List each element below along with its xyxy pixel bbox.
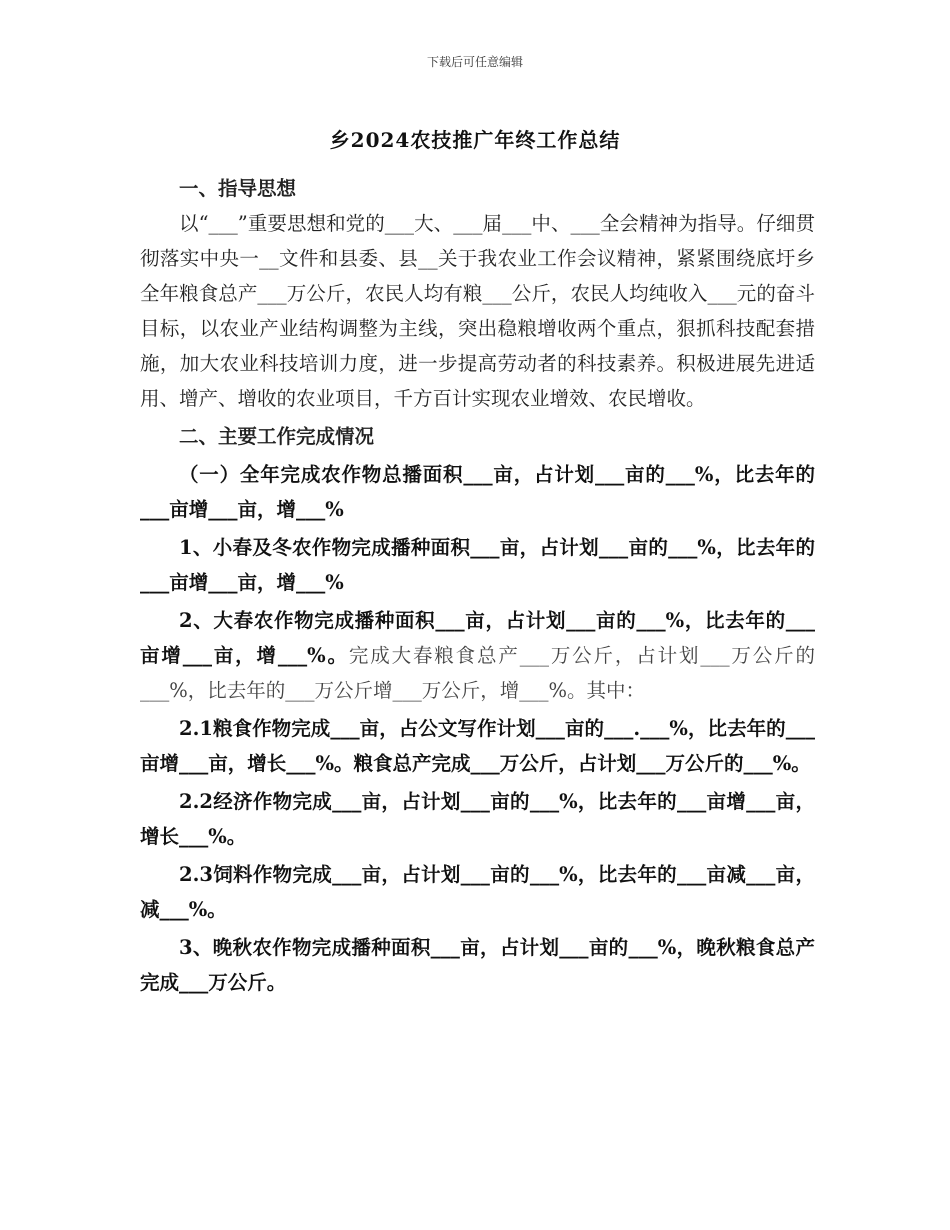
- section-2-heading: 二、主要工作完成情况: [179, 425, 375, 448]
- header-note: 下载后可任意编辑: [426, 55, 523, 69]
- item-2-1: 2.1粮食作物完成___亩，占公文写作计划___亩的___.___%，比去年的___亩增___亩，增长___%。粮食总产完成___万公斤，占计划___万公斤的___%。: [140, 717, 815, 775]
- item-1: 1、小春及冬农作物完成播种面积___亩，占计划___亩的___%，比去年的___亩增___亩，增___%: [140, 536, 815, 594]
- item-2-2: 2.2经济作物完成___亩，占计划___亩的___%，比去年的___亩增___亩，增长___%。: [140, 790, 815, 848]
- section-1-heading: 一、指导思想: [179, 177, 297, 200]
- section-1-paragraph: 以“___”重要思想和党的___大、___届___中、___全会精神为指导。仔细贯彻落实中央一__文件和县委、县__关于我农业工作会议精神，紧紧围绕底圩乡全年粮食总产___万公斤，农民人均有粮___公斤，农民人均纯收入___元的奋斗目标，以农业产业结构调整为主线，突出稳粮增收两个重点，狠抓科技配套措施，加大农业科技培训力度，进一步提高劳动者的科技素养。积极进展先进适用、增产、增收的农业项目，千方百计实现农业增效、农民增收。: [140, 212, 815, 410]
- item-3: 3、晚秋农作物完成播种面积___亩，占计划___亩的___%，晚秋粮食总产完成___万公斤。: [140, 936, 815, 994]
- item-overall: （一）全年完成农作物总播面积___亩，占计划___亩的___%，比去年的___亩增___亩，增___%: [140, 463, 815, 521]
- item-2-normal-text: 完成大春粮食总产___万公斤，占计划___万公斤的___%，比去年的___万公斤增___万公斤，增___%。其中：: [140, 644, 815, 702]
- document-body: [140, 171, 815, 1000]
- item-2: [140, 603, 815, 708]
- item-2-3: 2.3饲料作物完成___亩，占计划___亩的___%，比去年的___亩减___亩，减___%。: [140, 863, 815, 921]
- document-title: 乡2024农技推广年终工作总结: [329, 128, 621, 152]
- item-2-bold-text: 2、大春农作物完成播种面积___亩，占计划___亩的___%，比去年的___亩增___亩，增___%。: [140, 609, 815, 667]
